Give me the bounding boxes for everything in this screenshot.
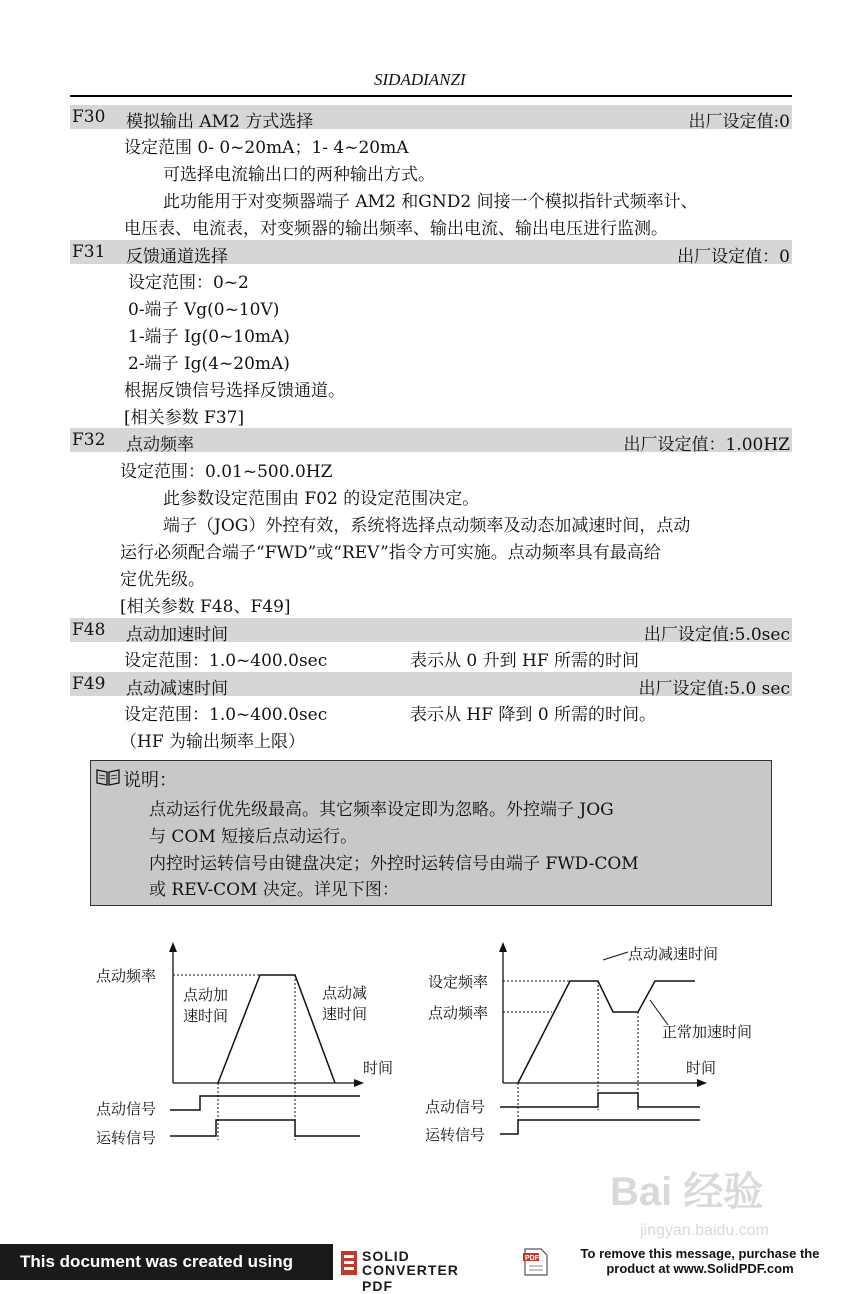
param-code: F31 [72,242,106,262]
brand-line2: CONVERTER PDF [362,1262,459,1294]
left-run-signal-label: 运转信号 [96,1129,157,1147]
left-time-label: 时间 [363,1059,394,1077]
left-x-arrow [354,1079,364,1087]
f31-range: 设定范围：0~2 [128,273,249,293]
param-name: 反馈通道选择 [126,247,228,267]
right-jog-signal-label: 点动信号 [425,1098,486,1116]
baidu-watermark-url: jingyan.baidu.com [640,1222,769,1239]
param-name: 点动频率 [126,435,194,455]
f32-line2: 端子（JOG）外控有效，系统将选择点动频率及动态加减速时间，点动 [163,516,691,536]
f49-note: （HF 为输出频率上限） [120,732,306,752]
pdf-document-icon [523,1247,549,1277]
right-set-freq-label: 设定频率 [428,973,489,991]
left-decel-label-1: 点动减 [322,984,368,1002]
left-jog-signal-label: 点动信号 [96,1100,157,1118]
right-x-arrow [697,1079,707,1087]
footer-purchase-link[interactable] [560,1246,840,1276]
left-accel-label-1: 点动加 [183,986,229,1004]
f31-related: [相关参数 F37] [124,408,245,428]
page-header-title: SIDADIANZI [374,70,466,89]
note-line3: 内控时运转信号由键盘决定；外控时运转信号由端子 FWD-COM [149,854,639,874]
right-jog-signal-line [500,1093,700,1107]
param-code: F48 [72,620,106,640]
param-code: F49 [72,674,106,694]
param-name: 点动加速时间 [126,625,228,645]
right-run-signal-label: 运转信号 [425,1126,486,1144]
f48-desc: 表示从 0 升到 HF 所需的时间 [410,651,640,671]
f30-range: 设定范围 0- 0~20mA；1- 4~20mA [124,138,409,158]
param-code: F30 [72,107,106,127]
f48-range: 设定范围：1.0~400.0sec [124,651,328,671]
footer-right-line1: To remove this message, purchase the [580,1246,820,1261]
left-decel-label-2: 速时间 [322,1005,368,1023]
left-y-arrow [169,942,177,952]
param-name: 点动减速时间 [126,679,228,699]
right-normal-accel-label: 正常加速时间 [662,1023,753,1041]
note-title: 说明： [123,770,177,791]
svg-text:PDF: PDF [525,1255,539,1262]
left-freq-label: 点动频率 [96,967,157,985]
right-time-label: 时间 [686,1059,717,1077]
f30-line3: 电压表、电流表，对变频器的输出频率、输出电流、输出电压进行监测。 [124,219,668,239]
f31-option-2: 2-端子 Ig(4~20mA) [128,354,290,374]
note-line2: 与 COM 短接后点动运行。 [149,827,358,847]
right-y-arrow [499,942,507,952]
f30-line2: 此功能用于对变频器端子 AM2 和GND2 间接一个模拟指针式频率计、 [163,192,698,212]
right-run-signal-line [500,1120,700,1134]
brand-line1: SOLID [362,1248,410,1264]
f30-line1: 可选择电流输出口的两种输出方式。 [163,165,435,185]
f32-related: [相关参数 F48、F49] [120,597,291,617]
f49-range: 设定范围：1.0~400.0sec [124,705,328,725]
converter-footer [0,1244,853,1294]
f31-option-0: 0-端子 Vg(0~10V) [128,300,280,320]
footer-right-line2: product at www.SolidPDF.com [606,1261,794,1276]
param-default: 出厂设定值：1.00HZ [623,435,790,455]
param-default: 出厂设定值：0 [677,247,790,267]
right-jog-freq-label: 点动频率 [428,1004,489,1022]
note-line1: 点动运行优先级最高。其它频率设定即为忽略。外控端子 JOG [149,800,614,820]
f32-line3: 运行必须配合端子“FWD”或“REV”指令方可实施。点动频率具有最高给 [120,543,661,563]
param-default: 出厂设定值:5.0 sec [638,679,790,699]
f32-line4: 定优先级。 [120,570,205,590]
left-run-signal-line [170,1120,360,1136]
f31-desc: 根据反馈信号选择反馈通道。 [124,381,345,401]
f32-range: 设定范围：0.01~500.0HZ [120,462,333,482]
converter-logo-icon [340,1250,358,1276]
param-code: F32 [72,430,106,450]
left-jog-signal-line [170,1096,360,1110]
left-accel-label-2: 速时间 [183,1007,229,1025]
f49-desc: 表示从 HF 降到 0 所需的时间。 [410,705,657,725]
param-default: 出厂设定值:0 [688,112,790,132]
note-line4: 或 REV-COM 决定。详见下图： [149,880,399,900]
footer-left-banner [0,1244,333,1280]
f31-option-1: 1-端子 Ig(0~10mA) [128,327,290,347]
baidu-watermark-logo: Bai 经验 [610,1170,764,1214]
left-timing-diagram [96,942,393,1147]
right-timing-diagram [425,942,752,1144]
f32-line1: 此参数设定范围由 F02 的设定范围决定。 [163,489,480,509]
param-default: 出厂设定值:5.0sec [643,625,790,645]
left-freq-curve [218,975,335,1083]
param-name: 模拟输出 AM2 方式选择 [126,112,314,132]
right-decel-label: 点动减速时间 [628,945,719,963]
footer-left-text: This document was created using [20,1252,294,1271]
